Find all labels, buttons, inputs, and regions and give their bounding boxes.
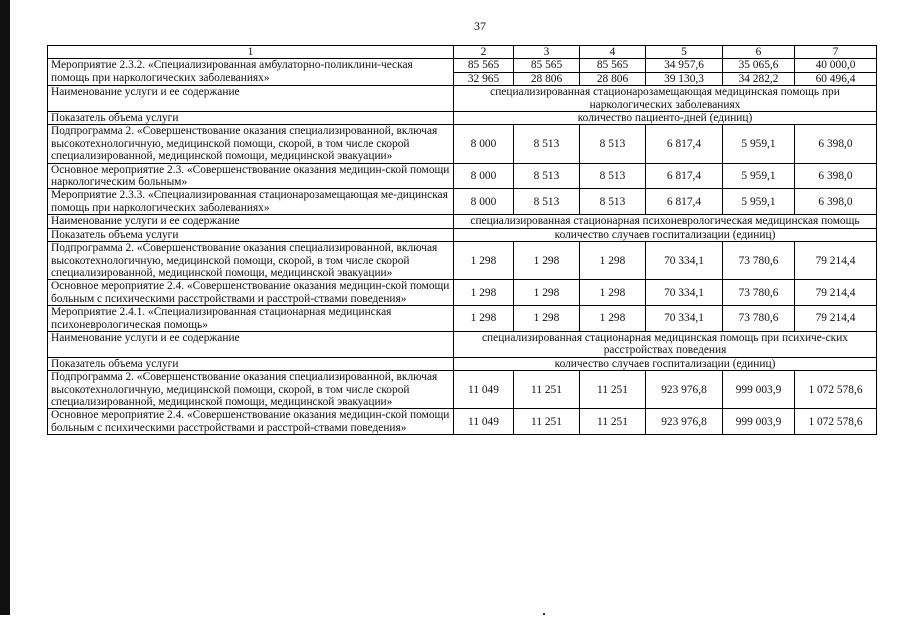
header-cell: 3 [514, 46, 580, 59]
value-cell: 39 130,3 [646, 72, 723, 85]
service-label: Наименование услуги и ее содержание [48, 331, 454, 357]
value-cell: 11 049 [454, 409, 514, 435]
table-row [48, 371, 877, 409]
value-cell: 6 398,0 [795, 125, 877, 163]
value-cell: 8 513 [580, 163, 646, 189]
value-cell: 8 000 [454, 125, 514, 163]
value-cell: 70 334,1 [646, 242, 723, 280]
value-cell: 6 817,4 [646, 189, 723, 215]
row-label: Мероприятие 2.4.1. «Специализированная стационарная медицинская психоневрологическая помощь» [48, 306, 454, 332]
value-cell: 1 072 578,6 [795, 409, 877, 435]
scan-speck [543, 613, 545, 615]
table-row [48, 242, 877, 280]
service-label: Наименование услуги и ее содержание [48, 215, 454, 228]
value-cell: 1 298 [580, 280, 646, 306]
value-cell: 1 298 [580, 242, 646, 280]
value-cell: 923 976,8 [646, 371, 723, 409]
value-cell: 11 251 [580, 409, 646, 435]
value-cell: 8 513 [514, 189, 580, 215]
service-value: специализированная стационарозамещающая медицинская помощь при наркологических заболеваниях [454, 86, 877, 112]
value-cell: 1 298 [514, 306, 580, 332]
data-table [47, 45, 877, 435]
row-label: Подпрограмма 2. «Совершенствование оказания специализированной, включая высокотехнологичную, медицинской помощи, скорой, в том числе скорой специализированной, медицинской помощи, медицинской эвакуации» [48, 125, 454, 163]
value-cell: 28 806 [580, 72, 646, 85]
table-row [48, 189, 877, 215]
indicator-row [48, 228, 877, 241]
left-margin-bar [0, 0, 10, 615]
row-label: Подпрограмма 2. «Совершенствование оказания специализированной, включая высокотехнологичную, медицинской помощи, скорой, в том числе скорой специализированной, медицинской помощи, медицинской эвакуации» [48, 371, 454, 409]
value-cell: 70 334,1 [646, 280, 723, 306]
value-cell: 999 003,9 [723, 409, 795, 435]
value-cell: 73 780,6 [723, 306, 795, 332]
header-row [48, 46, 877, 59]
indicator-value: количество случаев госпитализации (единиц) [454, 357, 877, 370]
value-cell: 35 065,6 [723, 59, 795, 72]
value-cell: 1 298 [454, 280, 514, 306]
value-cell: 32 965 [454, 72, 514, 85]
value-cell: 1 298 [454, 242, 514, 280]
row-label: Подпрограмма 2. «Совершенствование оказания специализированной, включая высокотехнологичную, медицинской помощи, скорой, в том числе скорой специализированной, медицинской помощи, медицинской эвакуации» [48, 242, 454, 280]
value-cell: 1 298 [454, 306, 514, 332]
row-label: Основное мероприятие 2.4. «Совершенствование оказания медицин-ской помощи больным с психическими расстройствами и расстрой-ствами поведения» [48, 409, 454, 435]
value-cell: 11 049 [454, 371, 514, 409]
value-cell: 6 817,4 [646, 163, 723, 189]
value-cell: 85 565 [454, 59, 514, 72]
value-cell: 1 298 [514, 242, 580, 280]
value-cell: 73 780,6 [723, 280, 795, 306]
indicator-row [48, 357, 877, 370]
value-cell: 6 817,4 [646, 125, 723, 163]
row-label: Основное мероприятие 2.3. «Совершенствование оказания медицин-ской помощи наркологическим больным» [48, 163, 454, 189]
header-cell: 7 [795, 46, 877, 59]
service-row [48, 86, 877, 112]
header-cell: 6 [723, 46, 795, 59]
value-cell: 11 251 [514, 409, 580, 435]
value-cell: 79 214,4 [795, 242, 877, 280]
service-row [48, 331, 877, 357]
service-label: Наименование услуги и ее содержание [48, 86, 454, 112]
table-row [48, 409, 877, 435]
header-cell: 5 [646, 46, 723, 59]
value-cell: 11 251 [580, 371, 646, 409]
value-cell: 6 398,0 [795, 189, 877, 215]
service-row [48, 215, 877, 228]
header-cell: 1 [48, 46, 454, 59]
service-value: специализированная стационарная медицинская помощь при психиче-ских расстройствах поведения [454, 331, 877, 357]
value-cell: 79 214,4 [795, 280, 877, 306]
row-label: Мероприятие 2.3.2. «Специализированная амбулаторно-поликлини-ческая помощь при наркологических заболеваниях» [48, 59, 454, 86]
value-cell: 73 780,6 [723, 242, 795, 280]
value-cell: 1 298 [514, 280, 580, 306]
value-cell: 40 000,0 [795, 59, 877, 72]
value-cell: 60 496,4 [795, 72, 877, 85]
value-cell: 34 282,2 [723, 72, 795, 85]
value-cell: 8 000 [454, 163, 514, 189]
value-cell: 6 398,0 [795, 163, 877, 189]
value-cell: 8 000 [454, 189, 514, 215]
row-label: Основное мероприятие 2.4. «Совершенствование оказания медицин-ской помощи больным с психическими расстройствами и расстрой-ствами поведения» [48, 280, 454, 306]
indicator-label: Показатель объема услуги [48, 228, 454, 241]
header-cell: 2 [454, 46, 514, 59]
value-cell: 5 959,1 [723, 163, 795, 189]
value-cell: 28 806 [514, 72, 580, 85]
value-cell: 79 214,4 [795, 306, 877, 332]
value-cell: 8 513 [514, 163, 580, 189]
value-cell: 11 251 [514, 371, 580, 409]
value-cell: 5 959,1 [723, 125, 795, 163]
value-cell: 923 976,8 [646, 409, 723, 435]
row-label: Мероприятие 2.3.3. «Специализированная стационарозамещающая ме-дицинская помощь при наркологических заболеваниях» [48, 189, 454, 215]
indicator-value: количество пациенто-дней (единиц) [454, 112, 877, 125]
service-value: специализированная стационарная психоневрологическая медицинская помощь [454, 215, 877, 228]
table-row [48, 306, 877, 332]
page-number: 37 [474, 19, 486, 33]
header-cell: 4 [580, 46, 646, 59]
value-cell: 5 959,1 [723, 189, 795, 215]
value-cell: 85 565 [514, 59, 580, 72]
value-cell: 1 298 [580, 306, 646, 332]
value-cell: 8 513 [514, 125, 580, 163]
table-row [48, 59, 877, 72]
indicator-label: Показатель объема услуги [48, 112, 454, 125]
indicator-value: количество случаев госпитализации (единиц) [454, 228, 877, 241]
value-cell: 999 003,9 [723, 371, 795, 409]
value-cell: 8 513 [580, 125, 646, 163]
indicator-row [48, 112, 877, 125]
value-cell: 85 565 [580, 59, 646, 72]
table-row [48, 125, 877, 163]
indicator-label: Показатель объема услуги [48, 357, 454, 370]
value-cell: 1 072 578,6 [795, 371, 877, 409]
value-cell: 34 957,6 [646, 59, 723, 72]
table-row [48, 280, 877, 306]
table-row [48, 163, 877, 189]
value-cell: 8 513 [580, 189, 646, 215]
value-cell: 70 334,1 [646, 306, 723, 332]
